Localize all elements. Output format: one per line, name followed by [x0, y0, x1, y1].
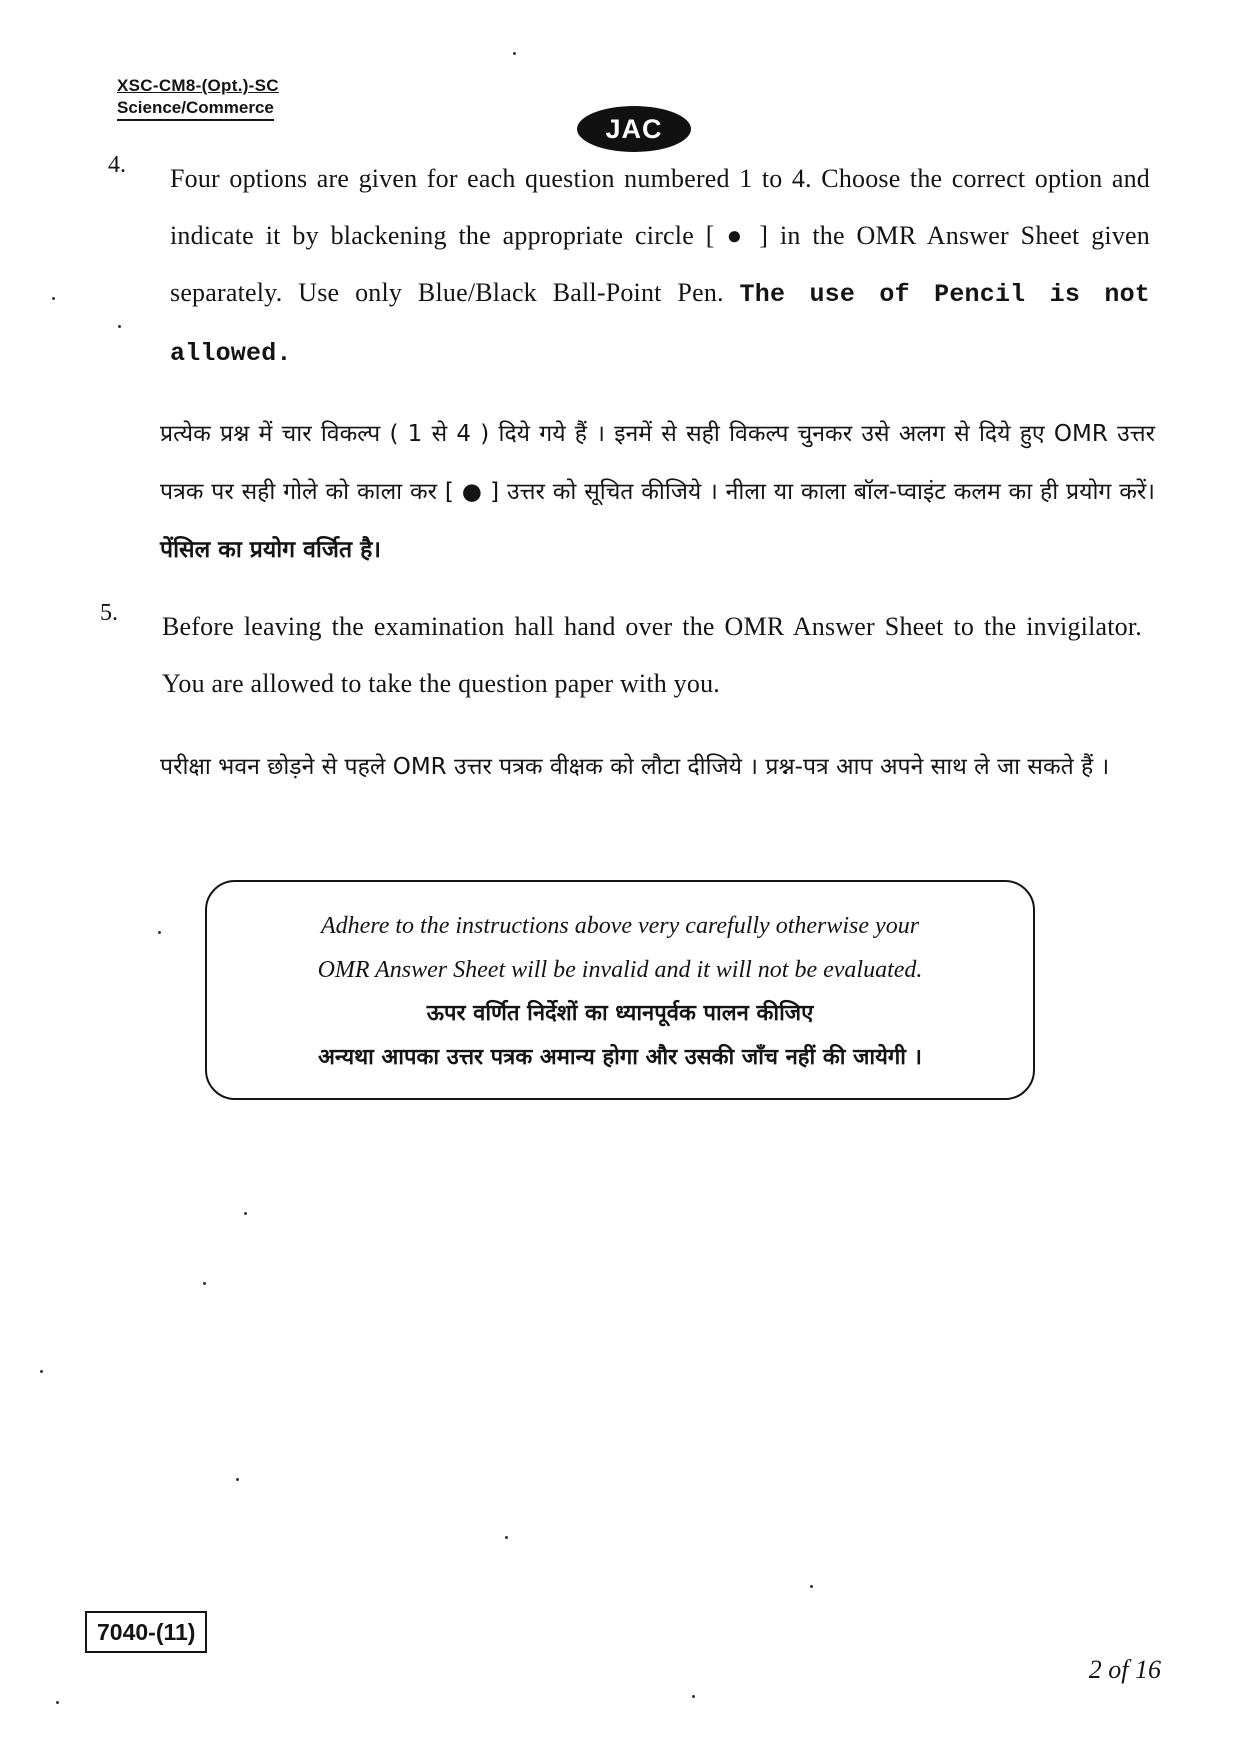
scan-speck: [692, 1695, 695, 1698]
notice-hindi-line-1: ऊपर वर्णित निर्देशों का ध्यानपूर्वक पालन कीजिए: [426, 1001, 814, 1026]
scan-speck: [236, 1478, 239, 1481]
header-stream: Science/Commerce: [117, 98, 274, 121]
instruction-4-hindi-bold: पेंसिल का प्रयोग वर्जित है।: [160, 537, 381, 563]
scan-speck: [505, 1536, 508, 1539]
instruction-4-hindi-text: प्रत्येक प्रश्न में चार विकल्प ( 1 से 4 ) दिये गये हैं । इनमें से सही विकल्प चुनकर उसे अलग से दिये हुए OMR उत्तर पत्रक पर सही गोले को काला कर [ ● ] उत्तर को सूचित कीजिये । नीला या काला बॉल-प्वाइंट कलम का ही प्रयोग करें।: [160, 421, 1155, 505]
header-code: XSC-CM8-(Opt.)-SC: [117, 76, 279, 95]
scan-speck: [810, 1585, 813, 1588]
instruction-5-number: 5.: [100, 600, 118, 626]
scan-speck: [158, 931, 161, 934]
jac-logo-badge: JAC: [577, 106, 691, 152]
instruction-4-english: [170, 150, 1150, 382]
scan-speck: [40, 1370, 43, 1373]
instruction-4-number: 4.: [108, 152, 126, 178]
scan-speck: [203, 1282, 206, 1285]
notice-english-line-2: OMR Answer Sheet will be invalid and it will not be evaluated.: [317, 957, 923, 983]
page-number: 2 of 16: [1088, 1655, 1161, 1684]
instruction-5-hindi: परीक्षा भवन छोड़ने से पहले OMR उत्तर पत्रक वीक्षक को लौटा दीजिये । प्रश्न-पत्र आप अपने साथ ले जा सकते हैं ।: [160, 754, 1110, 780]
scan-speck: [52, 297, 55, 300]
scan-speck: [56, 1701, 59, 1704]
scan-speck: [118, 325, 121, 328]
instruction-5-english: Before leaving the examination hall hand over the OMR Answer Sheet to the invigilator. You are allowed to take the question paper with you.: [162, 612, 1142, 698]
warning-notice-box: [205, 880, 1035, 1100]
instruction-4-english-text: Four options are given for each question numbered 1 to 4. Choose the correct option and indicate it by blackening the appropriate circle [ ● ] in the OMR Answer Sheet given separately. Use only Blue/Black Ball-Point Pen.: [170, 164, 1150, 307]
scan-speck: [513, 52, 516, 55]
scan-speck: [244, 1212, 247, 1215]
notice-hindi-line-2: अन्यथा आपका उत्तर पत्रक अमान्य होगा और उसकी जाँच नहीं की जायेगी ।: [318, 1045, 922, 1070]
instruction-4-hindi: [160, 405, 1155, 579]
instruction-4-english-bold: The use of Pencil is not allowed.: [170, 280, 1151, 368]
paper-code-box: 7040-(11): [85, 1611, 207, 1653]
notice-english-line-1: Adhere to the instructions above very carefully otherwise your: [320, 913, 920, 939]
